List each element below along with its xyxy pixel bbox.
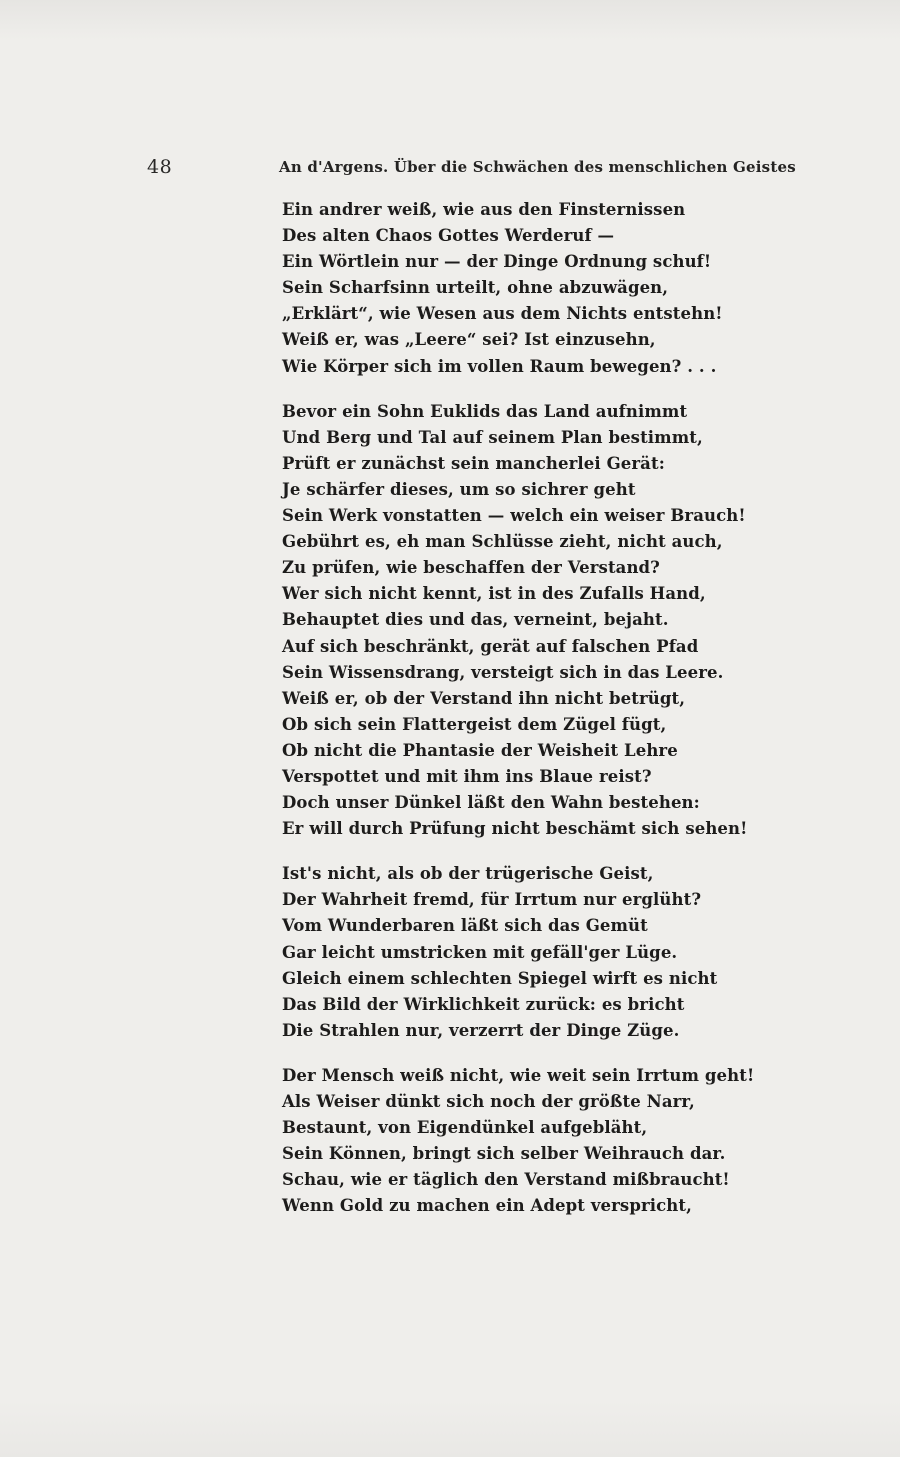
stanza-2 bbox=[282, 399, 748, 843]
poem-line: Weiß er, was „Leere“ sei? Ist einzusehn, bbox=[282, 330, 656, 350]
page-header bbox=[147, 156, 796, 180]
poem-line: Gleich einem schlechten Spiegel wirft es nicht bbox=[282, 968, 718, 988]
poem-line: Schau, wie er täglich den Verstand mißbraucht! bbox=[282, 1170, 730, 1190]
poem-line: Weiß er, ob der Verstand ihn nicht betrügt, bbox=[282, 688, 686, 708]
poem-line: Der Mensch weiß nicht, wie weit sein Irrtum geht! bbox=[282, 1065, 755, 1085]
poem-line: Ist's nicht, als ob der trügerische Geist, bbox=[282, 864, 654, 884]
poem-line: Prüft er zunächst sein mancherlei Gerät: bbox=[282, 453, 665, 473]
running-title: An d'Argens. Über die Schwächen des menschlichen Geistes bbox=[279, 158, 796, 176]
poem-line: Gar leicht umstricken mit gefäll'ger Lüge. bbox=[282, 942, 678, 962]
poem-line: Ein andrer weiß, wie aus den Finsternissen bbox=[282, 200, 686, 219]
poem-line: Vom Wunderbaren läßt sich das Gemüt bbox=[282, 916, 648, 936]
poem-line: Und Berg und Tal auf seinem Plan bestimmt, bbox=[282, 427, 703, 447]
poem-line: Das Bild der Wirklichkeit zurück: es bricht bbox=[282, 994, 685, 1014]
poem-line: Des alten Chaos Gottes Werderuf — bbox=[282, 226, 615, 246]
poem-line: Sein Scharfsinn urteilt, ohne abzuwägen, bbox=[282, 278, 669, 298]
poem-line: Sein Können, bringt sich selber Weihrauch dar. bbox=[282, 1144, 726, 1164]
poem-line: Die Strahlen nur, verzerrt der Dinge Züge. bbox=[282, 1020, 680, 1040]
poem-line: Doch unser Dünkel läßt den Wahn bestehen: bbox=[282, 793, 700, 813]
poem-line: Auf sich beschränkt, gerät auf falschen Pfad bbox=[282, 636, 699, 656]
stanza-4 bbox=[282, 1063, 755, 1220]
poem-line: Ein Wörtlein nur — der Dinge Ordnung schuf! bbox=[282, 252, 712, 272]
poem-line: Der Wahrheit fremd, für Irrtum nur erglüht? bbox=[282, 890, 702, 910]
poem-line: „Erklärt“, wie Wesen aus dem Nichts entstehn! bbox=[282, 304, 723, 324]
poem-line: Sein Wissensdrang, versteigt sich in das Leere. bbox=[282, 662, 724, 682]
poem-line: Verspottet und mit ihm ins Blaue reist? bbox=[282, 766, 652, 786]
poem-line: Behauptet dies und das, verneint, bejaht. bbox=[282, 610, 669, 630]
poem-line: Je schärfer dieses, um so sichrer geht bbox=[282, 479, 636, 499]
page-number: 48 bbox=[147, 156, 173, 178]
poem-line: Er will durch Prüfung nicht beschämt sich sehen! bbox=[282, 819, 748, 839]
poem-line: Sein Werk vonstatten — welch ein weiser Brauch! bbox=[282, 506, 746, 526]
poem-body bbox=[282, 197, 755, 1238]
stanza-1 bbox=[282, 197, 723, 380]
poem-line: Wie Körper sich im vollen Raum bewegen? . . . bbox=[282, 356, 717, 376]
poem-line: Wer sich nicht kennt, ist in des Zufalls Hand, bbox=[282, 584, 706, 604]
stanza-3 bbox=[282, 861, 718, 1044]
poem-line: Als Weiser dünkt sich noch der größte Narr, bbox=[282, 1092, 695, 1111]
poem-line: Ob nicht die Phantasie der Weisheit Lehre bbox=[282, 740, 678, 760]
poem-line: Ob sich sein Flattergeist dem Zügel fügt, bbox=[282, 714, 667, 734]
poem-line: Gebührt es, eh man Schlüsse zieht, nicht auch, bbox=[282, 532, 723, 552]
poem-line: Zu prüfen, wie beschaffen der Verstand? bbox=[282, 558, 660, 578]
poem-line: Bevor ein Sohn Euklids das Land aufnimmt bbox=[282, 401, 688, 421]
poem-line: Wenn Gold zu machen ein Adept verspricht, bbox=[282, 1196, 692, 1216]
poem-line: Bestaunt, von Eigendünkel aufgebläht, bbox=[282, 1118, 648, 1138]
